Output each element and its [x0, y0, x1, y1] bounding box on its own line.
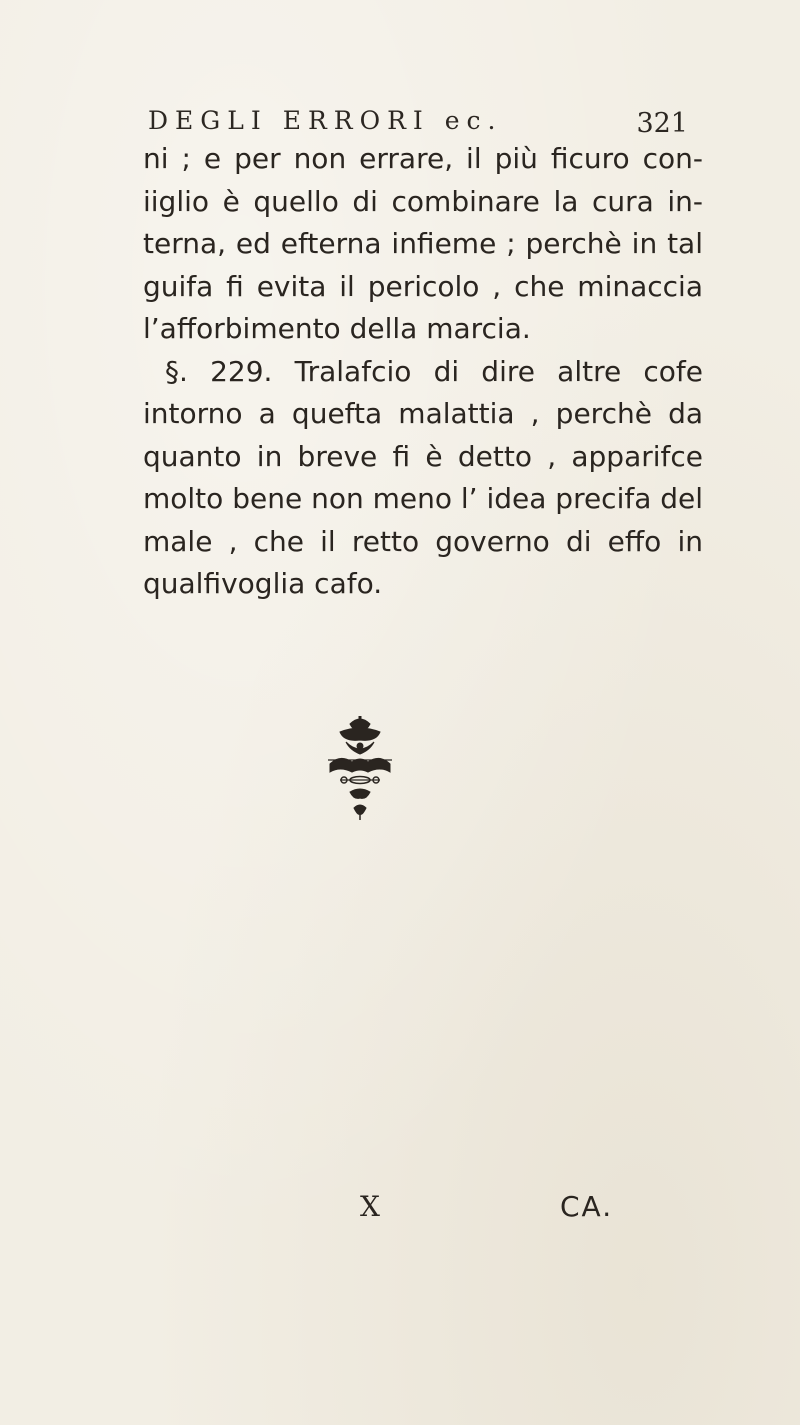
- text-line: guifa fi evita il pericolo , che minaccia: [143, 269, 703, 303]
- text-line: terna, ed efterna infieme ; perchè in tal: [143, 227, 703, 260]
- text-line: §. 229. Tralafcio di dire altre cofe: [165, 354, 703, 388]
- running-head: DEGLI ERRORI ec.: [148, 106, 503, 135]
- text-line: quanto in breve fi è detto , apparifce: [143, 439, 703, 473]
- text-line: qualfivoglia cafo.: [143, 567, 383, 600]
- body-text: [143, 138, 703, 606]
- text-line: iiglio è quello di combinare la cura in-: [143, 184, 703, 218]
- text-line: molto bene non meno l’ idea precifa del: [143, 482, 704, 515]
- printers-ornament-icon: [300, 710, 420, 830]
- catchword: CA.: [560, 1190, 614, 1223]
- page-number: 321: [636, 108, 688, 139]
- signature-line: [360, 1190, 700, 1230]
- text-line: ni ; e per non errare, il più ficuro con-: [143, 142, 703, 175]
- text-line: male , che il retto governo di effo in: [143, 524, 703, 558]
- text-line: l’afforbimento della marcia.: [143, 312, 531, 345]
- signature-mark: X: [360, 1190, 380, 1223]
- text-line: intorno a quefta malattia , perchè da: [143, 397, 703, 430]
